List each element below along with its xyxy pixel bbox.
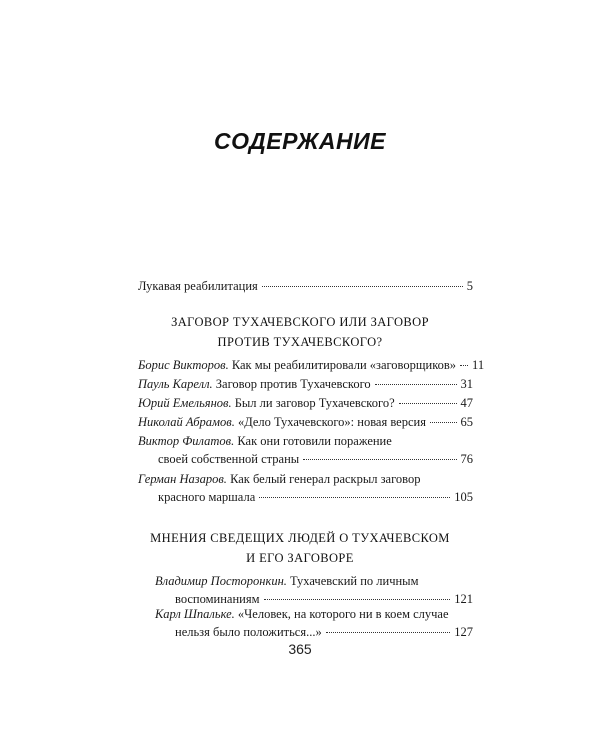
toc-entry[interactable] <box>155 572 473 608</box>
section-heading-1 <box>0 312 600 352</box>
toc-entry[interactable] <box>155 605 473 641</box>
toc-entry[interactable] <box>138 375 473 393</box>
toc-entry-line <box>155 623 473 641</box>
toc-entry-title-continued: красного маршала <box>158 490 256 504</box>
dot-leader <box>262 286 463 287</box>
toc-author: Борис Викторов. <box>138 358 229 372</box>
toc-entry-title-continued: нельзя было положиться...» <box>175 625 322 639</box>
toc-author: Владимир Посторонкин. <box>155 574 287 588</box>
toc-page-number: 121 <box>454 592 473 606</box>
toc-entry-line <box>138 432 473 450</box>
toc-entry-title: «Человек, на которого ни в коем случае <box>237 607 449 621</box>
toc-entry[interactable] <box>138 394 473 412</box>
toc-page-number: 127 <box>454 625 473 639</box>
toc-entry-title: Заговор против Тухачевского <box>215 377 371 391</box>
toc-page-number: 11 <box>472 358 485 372</box>
toc-entry-line <box>138 375 473 393</box>
toc-author: Пауль Карелл. <box>138 377 213 391</box>
toc-entry-title: Тухачевский по личным <box>290 574 419 588</box>
dot-leader <box>264 599 451 600</box>
toc-entry[interactable] <box>138 432 473 468</box>
dot-leader <box>375 384 457 385</box>
toc-author: Герман Назаров. <box>138 472 227 486</box>
toc-author: Виктор Филатов. <box>138 434 235 448</box>
toc-author: Юрий Емельянов. <box>138 396 232 410</box>
toc-entry-title-continued: своей собственной страны <box>158 452 300 466</box>
toc-entry-title: Как белый генерал раскрыл заговор <box>230 472 421 486</box>
dot-leader <box>430 422 457 423</box>
dot-leader <box>399 403 457 404</box>
toc-entry-line <box>138 277 473 295</box>
toc-entry[interactable] <box>138 356 485 374</box>
toc-entry-line <box>138 450 473 468</box>
dot-leader <box>460 365 468 366</box>
toc-page-number: 76 <box>460 452 473 466</box>
page-number-folio: 365 <box>288 641 312 657</box>
toc-entry-title: Как мы реабилитировали «заговорщиков» <box>231 358 457 372</box>
toc-page-number: 105 <box>454 490 473 504</box>
toc-entry-title: «Дело Тухачевского»: новая версия <box>237 415 426 429</box>
section-heading-line: ЗАГОВОР ТУХАЧЕВСКОГО ИЛИ ЗАГОВОР <box>171 315 429 329</box>
toc-author: Карл Шпальке. <box>155 607 235 621</box>
toc-entry-title: Как они готовили поражение <box>237 434 392 448</box>
toc-entry-title-continued: воспоминаниям <box>175 592 260 606</box>
toc-entry-line <box>138 413 473 431</box>
toc-entry[interactable] <box>138 413 473 431</box>
toc-page-number: 47 <box>460 396 473 410</box>
toc-page-number: 65 <box>460 415 473 429</box>
toc-entry-line <box>138 394 473 412</box>
toc-entry-intro[interactable] <box>138 277 473 295</box>
dot-leader <box>303 459 456 460</box>
toc-entry-line <box>138 470 473 488</box>
toc-page-number: 31 <box>460 377 473 391</box>
toc-entry-line <box>155 572 473 590</box>
section-heading-line: И ЕГО ЗАГОВОРЕ <box>246 551 354 565</box>
toc-entry[interactable] <box>138 470 473 506</box>
dot-leader <box>259 497 450 498</box>
toc-entry-line <box>155 605 473 623</box>
toc-entry-title: Был ли заговор Тухачевского? <box>234 396 395 410</box>
toc-author: Николай Абрамов. <box>138 415 235 429</box>
page-title: СОДЕРЖАНИЕ <box>213 128 387 154</box>
section-heading-2 <box>0 528 600 568</box>
dot-leader <box>326 632 451 633</box>
toc-entry-title: Лукавая реабилитация <box>138 279 258 293</box>
toc-entry-line <box>138 488 473 506</box>
toc-page-number: 5 <box>466 279 473 293</box>
section-heading-line: ПРОТИВ ТУХАЧЕВСКОГО? <box>217 335 383 349</box>
toc-entry-line <box>138 356 485 374</box>
section-heading-line: МНЕНИЯ СВЕДЕЩИХ ЛЮДЕЙ О ТУХАЧЕВСКОМ <box>150 531 450 545</box>
